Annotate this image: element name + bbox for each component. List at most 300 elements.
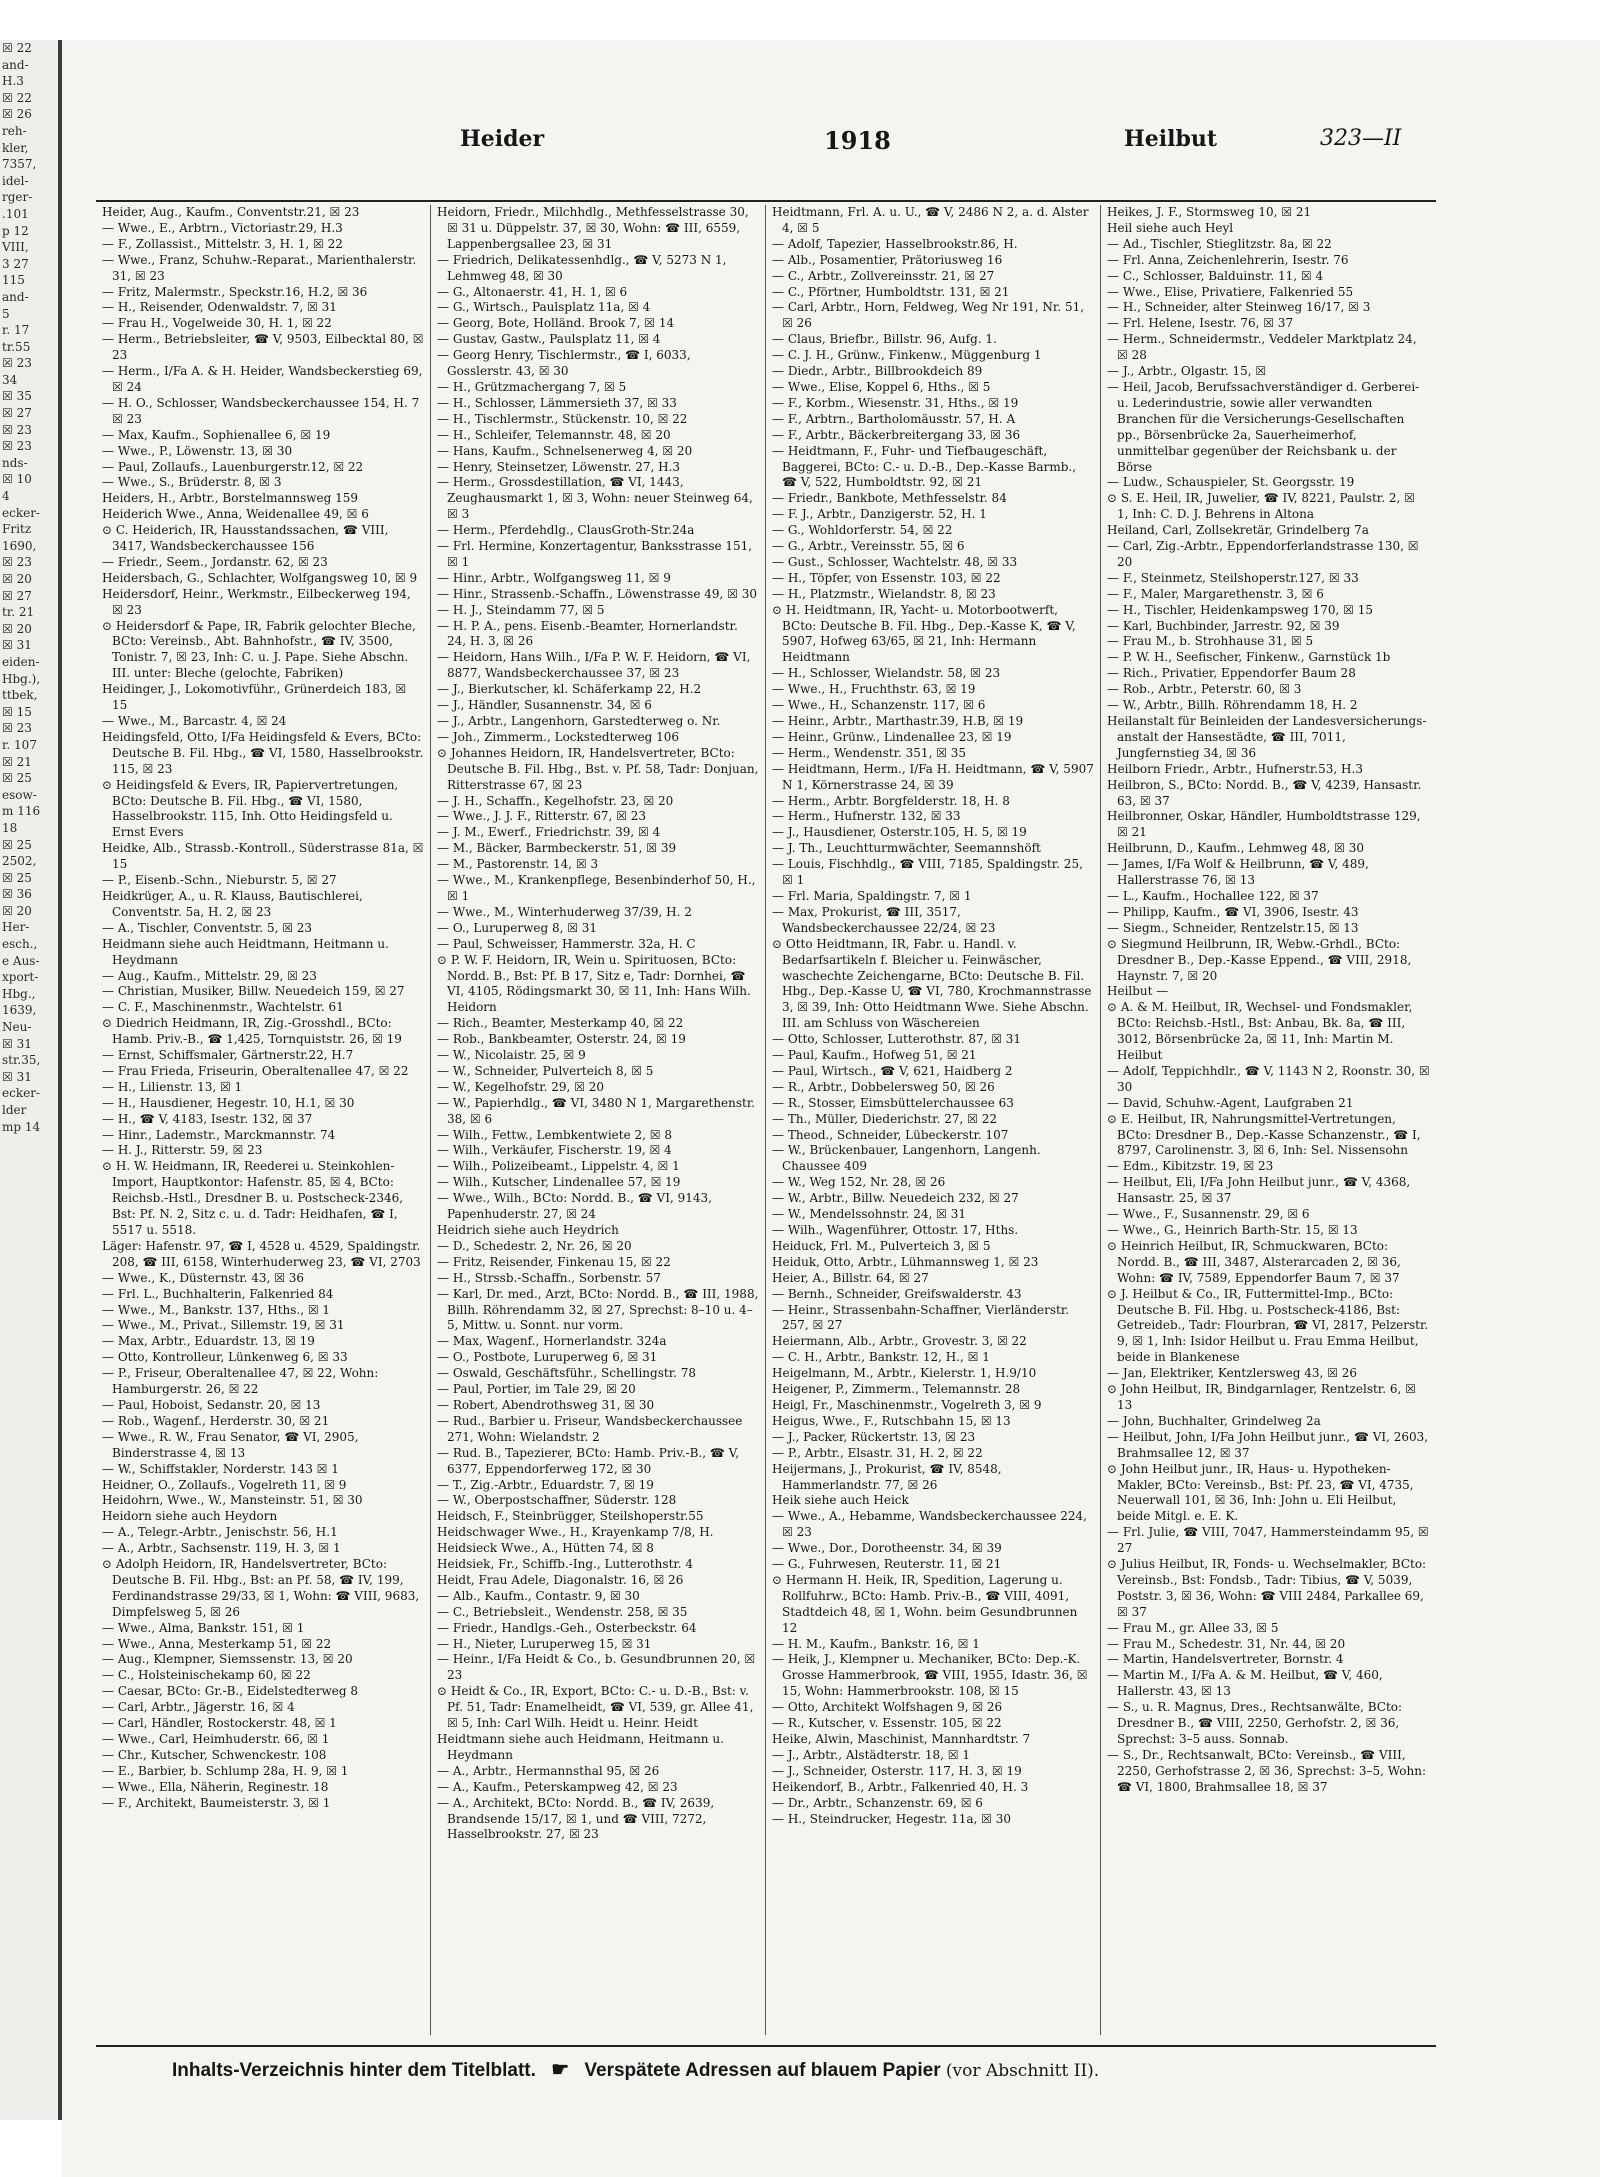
margin-fragment: ☒ 35 <box>2 389 32 404</box>
margin-fragment: ☒ 31 <box>2 1069 32 1084</box>
directory-entry: Heidorn, Friedr., Milchhdlg., Methfesselstrasse 30, ☒ 31 u. Düppelstr. 37, ☒ 30, Wohn: ☎ III, 6559, Lappenbergsallee 23, ☒ 31 <box>437 205 749 251</box>
directory-entry: ⊙ Julius Heilbut, IR, Fonds- u. Wechselmakler, BCto: Vereinsb., Bst: Fondsb., Tadr: Tibius, ☎ V, 5039, Poststr. 3, ☒ 36, Wohn: ☎ VIII 2484, Parkallee 69, ☒ 37 <box>1107 1557 1427 1619</box>
margin-fragment: ☒ 22 <box>2 41 32 55</box>
directory-entry: — Edm., Kibitzstr. 19, ☒ 23 <box>1107 1159 1274 1174</box>
directory-entry: Heidner, O., Zollaufs., Vogelreth 11, ☒ 9 <box>102 1477 347 1492</box>
margin-fragment: 3 27 <box>2 256 29 271</box>
margin-fragment: 115 <box>2 273 25 288</box>
directory-entry: — David, Schuhw.-Agent, Laufgraben 21 <box>1107 1095 1354 1110</box>
directory-entry: — Herm., I/Fa A. & H. Heider, Wandsbeckerstieg 69, ☒ 24 <box>102 364 423 394</box>
directory-entry: Heidt, Frau Adele, Diagonalstr. 16, ☒ 26 <box>437 1572 684 1587</box>
margin-fragment: tr. 21 <box>2 605 35 620</box>
directory-entry: ⊙ Heidersdorf & Pape, IR, Fabrik gelochter Bleche, BCto: Vereinsb., Abt. Bahnhofstr., ☎ IV, 3500, Tonistr. 7, ☒ 23, Inh: C. u. J. Pape. Siehe Abschn. III. unter: Bleche (gelochte, Fabriken) <box>102 618 416 681</box>
directory-entry: — Wwe., J. J. F., Ritterstr. 67, ☒ 23 <box>437 809 647 824</box>
directory-entry: Heidke, Alb., Strassb.-Kontroll., Süderstrasse 81a, ☒ 15 <box>102 841 424 872</box>
directory-entry: — W., Arbtr., Billw. Neuedeich 232, ☒ 27 <box>772 1191 1019 1206</box>
directory-entry: — S., u. R. Magnus, Dres., Rechtsanwälte, BCto: Dresdner B., ☎ VIII, 2250, Gerhofstr. 2, ☒ 36, Sprechst: 3–5 auss. Sonnab. <box>1107 1700 1403 1746</box>
directory-entry: ⊙ Hermann H. Heik, IR, Spedition, Lagerung u. Rollfuhrw., BCto: Hamb. Priv.-B., ☎ VIII, 4091, Stadtdeich 48, ☒ 1, Wohn. beim Gesundbrunnen 12 <box>772 1572 1078 1635</box>
margin-fragment: ☒ 23 <box>2 555 32 570</box>
directory-entry: — Paul, Hoboist, Sedanstr. 20, ☒ 13 <box>102 1397 321 1412</box>
directory-entry: — P., Friseur, Oberaltenallee 47, ☒ 22, Wohn: Hamburgerstr. 26, ☒ 22 <box>102 1366 379 1397</box>
directory-entry: — H. J., Ritterstr. 59, ☒ 23 <box>102 1143 263 1158</box>
directory-entry: — O., Postbote, Luruperweg 6, ☒ 31 <box>437 1350 658 1365</box>
directory-entry: — Paul, Kaufm., Hofweg 51, ☒ 21 <box>772 1048 977 1063</box>
directory-entry: Heilbut — <box>1107 984 1169 999</box>
directory-entry: — H., Nieter, Luruperweg 15, ☒ 31 <box>437 1636 652 1651</box>
directory-entry: Heike, Alwin, Maschinist, Mannhardtstr. 7 <box>772 1732 1031 1746</box>
directory-entry: — Rich., Beamter, Mesterkamp 40, ☒ 22 <box>437 1016 684 1031</box>
directory-entry: — Wwe., M., Barcastr. 4, ☒ 24 <box>102 714 287 728</box>
margin-fragment: ☒ 36 <box>2 887 32 902</box>
directory-entry: — Ernst, Schiffsmaler, Gärtnerstr.22, H.7 <box>102 1048 354 1063</box>
directory-entry: — Frl. Helene, Isestr. 76, ☒ 37 <box>1107 316 1294 331</box>
directory-entry: — Herm., Hufnerstr. 132, ☒ 33 <box>772 809 961 824</box>
directory-entry: — H., Hausdiener, Hegestr. 10, H.1, ☒ 30 <box>102 1095 355 1110</box>
margin-fragment: ☒ 21 <box>2 754 32 769</box>
directory-entry: Heidtmann, Frl. A. u. U., ☎ V, 2486 N 2, a. d. Alster 4, ☒ 5 <box>772 205 1089 235</box>
directory-entry: — A., Architekt, BCto: Nordd. B., ☎ IV, 2639, Brandsende 15/17, ☒ 1, und ☎ VIII, 7272, Hasselbrookstr. 27, ☒ 23 <box>437 1795 715 1842</box>
directory-entry: — A., Tischler, Conventstr. 5, ☒ 23 <box>102 920 313 935</box>
margin-fragment: 1639, <box>2 1003 37 1018</box>
margin-fragment: rger- <box>2 190 33 205</box>
directory-entry: — Heidorn, Hans Wilh., I/Fa P. W. F. Heidorn, ☎ VI, 8877, Wandsbeckerchaussee 37, ☒ 23 <box>437 650 751 681</box>
directory-entry: — O., Luruperweg 8, ☒ 31 <box>437 920 598 935</box>
directory-entry: — F. J., Arbtr., Danzigerstr. 52, H. 1 <box>772 507 987 522</box>
directory-entry: — Max, Prokurist, ☎ III, 3517, Wandsbeckerchaussee 22/24, ☒ 23 <box>772 904 996 935</box>
directory-entry: — Heil, Jacob, Berufssachverständiger d. Gerberei-u. Lederindustrie, sowie aller verwandten Branchen für die Versicherungs-Gesellschaften pp., Börsenbrücke 2a, Sauerheimerhof, unmittelbar gegenüber der Reichsbank u. der Börse <box>1107 379 1420 474</box>
margin-fragment: esch., <box>2 937 38 952</box>
margin-fragment: reh- <box>2 123 27 138</box>
directory-entry: — H., Steindrucker, Hegestr. 11a, ☒ 30 <box>772 1811 1011 1826</box>
margin-fragment: ☒ 31 <box>2 1036 32 1051</box>
directory-entry: — Wwe., F., Susannenstr. 29, ☒ 6 <box>1107 1207 1310 1222</box>
directory-entry: ⊙ H. W. Heidmann, IR, Reederei u. Steinkohlen-Import, Hauptkontor: Hafenstr. 85, ☒ 4, BCto: Reichsb.-Hstl., Dresdner B. u. Postscheck-2346, Bst: Pf. N. 2, Sitz c. u. d. Tadr: Heidhafen, ☎ I, 5517 u. 5518. <box>102 1159 404 1237</box>
directory-entry: — H., Grützmachergang 7, ☒ 5 <box>437 379 627 394</box>
directory-entry: — H., Töpfer, von Essenstr. 103, ☒ 22 <box>772 570 1001 585</box>
directory-entry: — Wwe., M., Bankstr. 137, Hths., ☒ 1 <box>102 1302 331 1317</box>
margin-fragment: and- <box>2 289 29 304</box>
directory-entry: — H., Schleifer, Telemannstr. 48, ☒ 20 <box>437 427 671 442</box>
directory-entry: — F., Steinmetz, Steilshoperstr.127, ☒ 33 <box>1107 570 1359 585</box>
margin-fragment: p 12 <box>2 223 29 238</box>
margin-fragment: 4 <box>2 489 10 504</box>
margin-fragment: ☒ 26 <box>2 107 32 122</box>
directory-entry: — Herm., Grossdestillation, ☎ VI, 1443, Zeughausmarkt 1, ☒ 3, Wohn: neuer Steinweg 64, ☒ 3 <box>437 475 753 522</box>
directory-entry: Heidersbach, G., Schlachter, Wolfgangsweg 10, ☒ 9 <box>102 570 418 585</box>
directory-entry: — Wilh., Verkäufer, Fischerstr. 19, ☒ 4 <box>437 1143 672 1158</box>
directory-entry: — Hinr., Strassenb.-Schaffn., Löwenstrasse 49, ☒ 30 <box>437 586 757 601</box>
directory-entry: — Heinr., Arbtr., Marthastr.39, H.B, ☒ 19 <box>772 714 1024 728</box>
directory-entry: — W., Weg 152, Nr. 28, ☒ 26 <box>772 1175 946 1190</box>
margin-fragment: tr.55 <box>2 339 31 354</box>
directory-entry: Heider, Aug., Kaufm., Conventstr.21, ☒ 23 <box>102 205 360 219</box>
directory-entry: — C., Holsteinischekamp 60, ☒ 22 <box>102 1668 311 1683</box>
directory-entry: — Wwe., Wilh., BCto: Nordd. B., ☎ VI, 9143, Papenhuderstr. 27, ☒ 24 <box>437 1191 712 1222</box>
directory-entry: — A., Telegr.-Arbtr., Jenischstr. 56, H.1 <box>102 1525 338 1540</box>
margin-fragment: ☒ 20 <box>2 903 32 918</box>
directory-entry: — Dr., Arbtr., Schanzenstr. 69, ☒ 6 <box>772 1795 983 1810</box>
directory-entry: Läger: Hafenstr. 97, ☎ I, 4528 u. 4529, Spaldingstr. 208, ☎ III, 6158, Winterhuderweg 23, ☎ VI, 2703 <box>102 1238 421 1269</box>
directory-entry: — H. M., Kaufm., Bankstr. 16, ☒ 1 <box>772 1636 980 1651</box>
directory-entry: ⊙ Heinrich Heilbut, IR, Schmuckwaren, BCto: Nordd. B., ☎ III, 3487, Alsterarcaden 2, ☒ 36, Wohn: ☎ IV, 7589, Eppendorfer Baum 7, ☒ 37 <box>1107 1238 1401 1285</box>
directory-entry: — Wwe., H., Schanzenstr. 117, ☒ 6 <box>772 698 986 713</box>
directory-entry: Heidsch, F., Steinbrügger, Steilshoperstr.55 <box>437 1509 704 1524</box>
margin-fragment: mp 14 <box>2 1119 41 1134</box>
directory-entry: — Frl. Julie, ☎ VIII, 7047, Hammersteindamm 95, ☒ 27 <box>1107 1525 1429 1556</box>
directory-entry: ⊙ Johannes Heidorn, IR, Handelsvertreter, BCto: Deutsche B. Fil. Hbg., Bst. v. Pf. 58, Tadr: Donjuan, Ritterstrasse 67, ☒ 23 <box>437 745 759 792</box>
directory-entry: Heidingsfeld, Otto, I/Fa Heidingsfeld & Evers, BCto: Deutsche B. Fil. Hbg., ☎ VI, 1580, Hasselbrookstr. 115, ☒ 23 <box>102 729 424 776</box>
directory-entry: — Hinr., Arbtr., Wolfgangsweg 11, ☒ 9 <box>437 570 671 585</box>
directory-entry: — Martin M., I/Fa A. & M. Heilbut, ☎ V, 460, Hallerstr. 43, ☒ 13 <box>1107 1668 1383 1699</box>
directory-entry: — Wwe., E., Arbtrn., Victoriastr.29, H.3 <box>102 220 343 235</box>
directory-entry: — Otto, Architekt Wolfshagen 9, ☒ 26 <box>772 1700 1003 1715</box>
directory-entry: Heiders, H., Arbtr., Borstelmannsweg 159 <box>102 491 359 506</box>
margin-fragment: and- <box>2 57 29 72</box>
directory-entry: Heidmann siehe auch Heidtmann, Heitmann u. Heydmann <box>102 936 389 967</box>
previous-page-edge <box>0 40 58 2120</box>
directory-entry: Heidorn siehe auch Heydorn <box>102 1509 278 1524</box>
directory-entry: Heil siehe auch Heyl <box>1107 220 1234 235</box>
margin-fragment: Fritz <box>2 522 32 537</box>
margin-fragment: ☒ 25 <box>2 837 32 852</box>
directory-entry: — W., Schiffstakler, Norderstr. 143 ☒ 1 <box>102 1461 339 1476</box>
directory-entry: ⊙ Heidt & Co., IR, Export, BCto: C.- u. D.-B., Bst: v. Pf. 51, Tadr: Enamelheidt, ☎ VI, 539, gr. Allee 41, ☒ 5, Inh: Carl Wilh. Heidt u. Heinr. Heidt <box>437 1684 754 1731</box>
directory-entry: — Rob., Wagenf., Herderstr. 30, ☒ 21 <box>102 1413 330 1428</box>
directory-entry: — H., Platzmstr., Wielandstr. 8, ☒ 23 <box>772 586 996 601</box>
directory-entry: — Georg, Bote, Holländ. Brook 7, ☒ 14 <box>437 316 675 331</box>
directory-entry: — Philipp, Kaufm., ☎ VI, 3906, Isestr. 43 <box>1107 904 1359 919</box>
directory-entry: — W., Nicolaistr. 25, ☒ 9 <box>437 1048 586 1063</box>
header-last-name: Heilbut <box>1124 126 1218 152</box>
directory-entry: ⊙ H. Heidtmann, IR, Yacht- u. Motorbootwerft, BCto: Deutsche B. Fil. Hbg., Dep.-Kasse K, ☎ V, 5907, Hofweg 63/65, ☒ 21, Inh: Hermann Heidtmann <box>772 602 1076 665</box>
directory-entry: ⊙ Heidingsfeld & Evers, IR, Papiervertretungen, BCto: Deutsche B. Fil. Hbg., ☎ VI, 1580, Hasselbrookstr. 115, Inh. Otto Heidingsfeld u. Ernst Evers <box>102 777 399 840</box>
directory-entry: — Rud. B., Tapezierer, BCto: Hamb. Priv.-B., ☎ V, 6377, Eppendorferweg 172, ☒ 30 <box>437 1445 740 1476</box>
directory-entry: — John, Buchhalter, Grindelweg 2a <box>1107 1413 1321 1428</box>
directory-entry: — Ludw., Schauspieler, St. Georgsstr. 19 <box>1107 475 1355 490</box>
margin-fragment: idel- <box>2 173 29 188</box>
directory-entry: — A., Arbtr., Hermannsthal 95, ☒ 26 <box>437 1763 660 1778</box>
directory-entry: — Carl, Händler, Rostockerstr. 48, ☒ 1 <box>102 1716 337 1731</box>
directory-entry: — Paul, Portier, im Tale 29, ☒ 20 <box>437 1382 636 1397</box>
directory-entry: — Hans, Kaufm., Schnelsenerweg 4, ☒ 20 <box>437 443 693 458</box>
directory-entry: — Georg Henry, Tischlermstr., ☎ I, 6033, Gosslerstr. 43, ☒ 30 <box>437 348 691 379</box>
margin-fragment: nds- <box>2 455 28 470</box>
directory-entry: — Max, Kaufm., Sophienallee 6, ☒ 19 <box>102 427 331 442</box>
directory-entry: — P., Eisenb.-Schn., Nieburstr. 5, ☒ 27 <box>102 873 337 888</box>
directory-entry: — Fritz, Reisender, Finkenau 15, ☒ 22 <box>437 1254 671 1269</box>
directory-entry: — F., Zollassist., Mittelstr. 3, H. 1, ☒ 22 <box>102 236 343 251</box>
directory-entry: — Carl, Zig.-Arbtr., Eppendorferlandstrasse 130, ☒ 20 <box>1107 539 1419 569</box>
directory-entry: — G., Wohldorferstr. 54, ☒ 22 <box>772 523 953 538</box>
header-year: 1918 <box>824 126 891 155</box>
directory-entry: — J. M., Ewerf., Friedrichstr. 39, ☒ 4 <box>437 825 661 840</box>
directory-entry: Heilanstalt für Beinleiden der Landesversicherungs-anstalt der Hansestädte, ☎ III, 7011, Jungfernstieg 34, ☒ 36 <box>1107 714 1427 760</box>
directory-entry: — Herm., Schneidermstr., Veddeler Marktplatz 24, ☒ 28 <box>1107 332 1417 363</box>
directory-entry: Heiduk, Otto, Arbtr., Lühmannsweg 1, ☒ 23 <box>772 1254 1039 1269</box>
directory-entry: — H. P. A., pens. Eisenb.-Beamter, Hornerlandstr. 24, H. 3, ☒ 26 <box>437 618 738 649</box>
directory-entry: Heiderich Wwe., Anna, Weidenallee 49, ☒ 6 <box>102 507 369 522</box>
directory-entry: — Paul, Schweisser, Hammerstr. 32a, H. C <box>437 936 696 951</box>
directory-entry: — Friedr., Handlgs.-Geh., Osterbeckstr. 64 <box>437 1620 697 1635</box>
directory-entry: — Henry, Steinsetzer, Löwenstr. 27, H.3 <box>437 459 681 474</box>
margin-fragment: Her- <box>2 920 30 935</box>
directory-entry: — Wwe., H., Fruchthstr. 63, ☒ 19 <box>772 682 976 697</box>
directory-entry: — H. J., Steindamm 77, ☒ 5 <box>437 602 605 617</box>
margin-fragment: xport- <box>2 970 39 985</box>
pointing-hand-icon: ☛ <box>551 2059 570 2081</box>
directory-entry: Heilborn Friedr., Arbtr., Hufnerstr.53, H.3 <box>1107 761 1363 776</box>
directory-entry: — Wwe., Carl, Heimhuderstr. 66, ☒ 1 <box>102 1732 330 1746</box>
margin-fragment: ☒ 23 <box>2 422 32 437</box>
directory-entry: — Friedr., Seem., Jordanstr. 62, ☒ 23 <box>102 554 328 569</box>
directory-entry: Heidtmann siehe auch Heidmann, Heitmann u. Heydmann <box>437 1732 724 1762</box>
margin-fragment: ecker- <box>2 1086 40 1101</box>
directory-entry: — Wwe., A., Hebamme, Wandsbeckerchaussee 224, ☒ 23 <box>772 1509 1087 1540</box>
margin-fragment: ☒ 25 <box>2 771 32 786</box>
directory-entry: — Max, Arbtr., Eduardstr. 13, ☒ 19 <box>102 1334 315 1349</box>
directory-entry: — S., Dr., Rechtsanwalt, BCto: Vereinsb., ☎ VIII, 2250, Gerhofstrasse 2, ☒ 36, Sprechst: 3–5, Wohn: ☎ VI, 1800, Brahmsallee 18, ☒ 37 <box>1107 1747 1426 1794</box>
directory-entry: — Rob., Bankbeamter, Osterstr. 24, ☒ 19 <box>437 1032 686 1047</box>
directory-entry: — Wwe., Dor., Dorotheenstr. 34, ☒ 39 <box>772 1541 1002 1556</box>
directory-entry: — Frl. L., Buchhalterin, Falkenried 84 <box>102 1286 334 1301</box>
directory-entry: — J., Arbtr., Langenhorn, Garstedterweg o. Nr. <box>437 714 721 728</box>
directory-entry: — Wwe., Ella, Näherin, Reginestr. 18 <box>102 1779 329 1794</box>
directory-entry: — Karl, Buchbinder, Jarrestr. 92, ☒ 39 <box>1107 618 1340 633</box>
margin-fragment: r. 17 <box>2 323 30 338</box>
directory-entry: — A., Kaufm., Peterskampweg 42, ☒ 23 <box>437 1779 678 1794</box>
header-rule <box>96 200 1436 202</box>
directory-entry: ⊙ John Heilbut junr., IR, Haus- u. Hypotheken-Makler, BCto: Vereinsb., Bst: Pf. 23, ☎ VI, 4735, Neuerwall 101, ☒ 36, Inh: John u. Eli Heilbut, beide Mitgl. e. E. K. <box>1107 1461 1414 1524</box>
directory-entry: Heiermann, Alb., Arbtr., Grovestr. 3, ☒ 22 <box>772 1334 1027 1349</box>
directory-entry: — W., Arbtr., Billh. Röhrendamm 18, H. 2 <box>1107 698 1358 713</box>
directory-entry: — C., Schlosser, Balduinstr. 11, ☒ 4 <box>1107 268 1324 283</box>
directory-entry: — Otto, Schlosser, Lutterothstr. 87, ☒ 31 <box>772 1032 1022 1047</box>
directory-entry: — Friedr., Bankbote, Methfesselstr. 84 <box>772 491 1007 506</box>
directory-entry: ⊙ S. E. Heil, IR, Juwelier, ☎ IV, 8221, Paulstr. 2, ☒ 1, Inh: C. D. J. Behrens in Altona <box>1107 491 1415 522</box>
footer-late-addresses-note: Verspätete Adressen auf blauem Papier <box>584 2060 941 2081</box>
directory-entry: — W., Schneider, Pulverteich 8, ☒ 5 <box>437 1063 654 1078</box>
directory-entry: — Wwe., R. W., Frau Senator, ☎ VI, 2905, Binderstrasse 4, ☒ 13 <box>102 1429 359 1460</box>
directory-entry: — Wwe., M., Krankenpflege, Besenbinderhof 50, H., ☒ 1 <box>437 873 756 903</box>
directory-entry: — F., Korbm., Wiesenstr. 31, Hths., ☒ 19 <box>772 395 1019 410</box>
directory-entry: — P. W. H., Seefischer, Finkenw., Garnstück 1b <box>1107 650 1391 665</box>
directory-entry: — D., Schedestr. 2, Nr. 26, ☒ 20 <box>437 1238 632 1253</box>
directory-entry: — Heinr., Strassenbahn-Schaffner, Vierländerstr. 257, ☒ 27 <box>772 1302 1070 1333</box>
directory-entry: — T., Zig.-Arbtr., Eduardstr. 7, ☒ 19 <box>437 1477 654 1492</box>
directory-entry: — Frl. Anna, Zeichenlehrerin, Isestr. 76 <box>1107 252 1349 267</box>
directory-entry: — F., Arbtrn., Bartholomäusstr. 57, H. A <box>772 411 1016 426</box>
margin-fragment: ☒ 27 <box>2 588 32 603</box>
directory-entry: — Gust., Schlosser, Wachtelstr. 48, ☒ 33 <box>772 554 1018 569</box>
directory-entry: — F., Arbtr., Bäckerbreitergang 33, ☒ 36 <box>772 427 1021 442</box>
margin-fragment: 5 <box>2 306 10 321</box>
directory-column-3 <box>766 205 1101 2035</box>
directory-entry: — Jan, Elektriker, Kentzlersweg 43, ☒ 26 <box>1107 1366 1357 1381</box>
directory-entry: — J., Bierkutscher, kl. Schäferkamp 22, H.2 <box>437 682 702 697</box>
directory-entry: — Martin, Handelsvertreter, Bornstr. 4 <box>1107 1652 1344 1667</box>
margin-fragment: ☒ 23 <box>2 356 32 371</box>
directory-entry: — Alb., Kaufm., Contastr. 9, ☒ 30 <box>437 1588 640 1603</box>
directory-entry: — F., Architekt, Baumeisterstr. 3, ☒ 1 <box>102 1795 331 1810</box>
header-first-name: Heider <box>460 126 545 152</box>
directory-entry: — J. H., Schaffn., Kegelhofstr. 23, ☒ 20 <box>437 793 674 808</box>
footer-rule <box>96 2045 1436 2047</box>
running-header <box>100 120 1440 160</box>
directory-entry: — Herm., Wendenstr. 351, ☒ 35 <box>772 745 967 760</box>
directory-entry: — H., Schlosser, Wielandstr. 58, ☒ 23 <box>772 666 1001 681</box>
directory-entry: — J., Arbtr., Olgastr. 15, ☒ <box>1107 364 1267 379</box>
directory-entry: — Frl. Hermine, Konzertagentur, Banksstrasse 151, ☒ 1 <box>437 539 753 569</box>
directory-entry: — E., Barbier, b. Schlump 28a, H. 9, ☒ 1 <box>102 1763 349 1778</box>
directory-entry: Heidkrüger, A., u. R. Klauss, Bautischlerei, Conventstr. 5a, H. 2, ☒ 23 <box>102 888 363 919</box>
directory-entry: — W., Oberpostschaffner, Süderstr. 128 <box>437 1493 677 1508</box>
directory-entry: — Heilbut, John, I/Fa John Heilbut junr., ☎ VI, 2603, Brahmsallee 12, ☒ 37 <box>1107 1429 1429 1460</box>
directory-entry: — J., Hausdiener, Osterstr.105, H. 5, ☒ 19 <box>772 825 1027 840</box>
directory-entry: ⊙ Adolph Heidorn, IR, Handelsvertreter, BCto: Deutsche B. Fil. Hbg., Bst: an Pf. 58, ☎ IV, 199, Ferdinandstrasse 29/33, ☒ 1, Wohn: ☎ VIII, 9683, Dimpfelsweg 5, ☒ 26 <box>102 1557 420 1619</box>
directory-entry: Heiduck, Frl. M., Pulverteich 3, ☒ 5 <box>772 1238 991 1253</box>
directory-entry: ⊙ E. Heilbut, IR, Nahrungsmittel-Vertretungen, BCto: Dresdner B., Dep.-Kasse Schanzenstr., ☎ I, 8797, Carolinenstr. 3, ☒ 6, Inh: Sel. Nissensohn <box>1107 1111 1421 1158</box>
directory-entry: — C., Betriebsleit., Wendenstr. 258, ☒ 35 <box>437 1604 688 1619</box>
directory-entry: — G., Wirtsch., Paulsplatz 11a, ☒ 4 <box>437 300 651 315</box>
margin-fragment: 1690, <box>2 538 37 553</box>
directory-entry: ⊙ John Heilbut, IR, Bindgarnlager, Rentzelstr. 6, ☒ 13 <box>1107 1382 1416 1412</box>
directory-entry: — Frau M., b. Strohhause 31, ☒ 5 <box>1107 634 1314 649</box>
margin-fragment: r. 107 <box>2 737 37 752</box>
directory-entry: — Joh., Zimmerm., Lockstedterweg 106 <box>437 729 679 744</box>
margin-fragment: ☒ 27 <box>2 406 32 421</box>
directory-entry: — R., Kutscher, v. Essenstr. 105, ☒ 22 <box>772 1716 1002 1731</box>
directory-entry: — Chr., Kutscher, Schwenckestr. 108 <box>102 1747 327 1762</box>
directory-entry: — Wwe., Franz, Schuhw.-Reparat., Marienthalerstr. 31, ☒ 23 <box>102 252 417 283</box>
directory-entry: — C., Arbtr., Zollvereinsstr. 21, ☒ 27 <box>772 268 995 283</box>
directory-entry: — M., Bäcker, Barmbeckerstr. 51, ☒ 39 <box>437 841 677 856</box>
directory-entry: — Caesar, BCto: Gr.-B., Eidelstedterweg 8 <box>102 1684 359 1699</box>
directory-entry: — Christian, Musiker, Billw. Neuedeich 159, ☒ 27 <box>102 984 405 999</box>
directory-entry: ⊙ Diedrich Heidmann, IR, Zig.-Grosshdl., BCto: Hamb. Priv.-B., ☎ 1,425, Tornquiststr. 26, ☒ 19 <box>102 1016 402 1047</box>
directory-entry: — C. J. H., Grünw., Finkenw., Müggenburg 1 <box>772 348 1042 363</box>
directory-entry: — Heidtmann, Herm., I/Fa H. Heidtmann, ☎ V, 5907 N 1, Körnerstrasse 24, ☒ 39 <box>772 761 1094 792</box>
directory-entry: Heidersdorf, Heinr., Werkmstr., Eilbeckerweg 194, ☒ 23 <box>102 586 411 617</box>
directory-entry: — Carl, Arbtr., Jägerstr. 16, ☒ 4 <box>102 1700 295 1715</box>
directory-entry: — Frau H., Vogelweide 30, H. 1, ☒ 22 <box>102 316 332 331</box>
margin-fragment: Hbg.), <box>2 671 41 686</box>
directory-entry: — C. H., Arbtr., Bankstr. 12, H., ☒ 1 <box>772 1350 990 1365</box>
directory-entry: — Frl. Maria, Spaldingstr. 7, ☒ 1 <box>772 888 972 903</box>
directory-entry: — Wwe., K., Düsternstr. 43, ☒ 36 <box>102 1270 305 1285</box>
directory-entry: — Adolf, Teppichhdlr., ☎ V, 1143 N 2, Roonstr. 30, ☒ 30 <box>1107 1063 1430 1094</box>
page-number: 323—II <box>1320 126 1402 151</box>
directory-entry: ⊙ P. W. F. Heidorn, IR, Wein u. Spirituosen, BCto: Nordd. B., Bst: Pf. B 17, Sitz e, Tadr: Dornhei, ☎ VI, 4105, Rödingsmarkt 30, ☒ 11, Inh: Hans Wilh. Heidorn <box>437 952 751 1015</box>
directory-entry: ⊙ J. Heilbut & Co., IR, Futtermittel-Imp., BCto: Deutsche B. Fil. Hbg. u. Postscheck-4186, Bst: Getreideb., Tadr: Flourbran, ☎ VI, 2817, Pelzerstr. 9, ☒ 1, Inh: Isidor Heilbut u. Frau Emma Heilbut, beide in Blankenese <box>1107 1286 1429 1365</box>
margin-fragment: .101 <box>2 206 29 221</box>
directory-entry: — Wilh., Wagenführer, Ottostr. 17, Hths. <box>772 1223 1019 1237</box>
margin-fragment: e Aus- <box>2 953 40 968</box>
margin-fragment: 7357, <box>2 157 37 172</box>
directory-entry: — J., Arbtr., Alstädterstr. 18, ☒ 1 <box>772 1747 971 1762</box>
directory-entry: Heidohrn, Wwe., W., Mansteinstr. 51, ☒ 30 <box>102 1493 363 1508</box>
directory-entry: — J., Händler, Susannenstr. 34, ☒ 6 <box>437 698 652 713</box>
directory-entry: — Wilh., Polizeibeamt., Lippelstr. 4, ☒ 1 <box>437 1159 680 1174</box>
margin-fragment: 34 <box>2 372 18 387</box>
directory-entry: — Rob., Arbtr., Peterstr. 60, ☒ 3 <box>1107 682 1302 697</box>
directory-entry: — Herm., Arbtr. Borgfelderstr. 18, H. 8 <box>772 793 1010 808</box>
directory-entry: — James, I/Fa Wolf & Heilbrunn, ☎ V, 489, Hallerstrasse 76, ☒ 13 <box>1107 857 1369 888</box>
margin-fragment: ttbek, <box>2 688 38 703</box>
directory-entry: — J., Schneider, Osterstr. 117, H. 3, ☒ 19 <box>772 1763 1022 1778</box>
directory-entry: — W., Kegelhofstr. 29, ☒ 20 <box>437 1079 605 1094</box>
margin-fragment: 2502, <box>2 854 37 869</box>
directory-entry: — H., Schneider, alter Steinweg 16/17, ☒ 3 <box>1107 300 1371 315</box>
directory-entry: Heiland, Carl, Zollsekretär, Grindelberg 7a <box>1107 523 1369 538</box>
directory-entry: — Heinr., I/Fa Heidt & Co., b. Gesundbrunnen 20, ☒ 23 <box>437 1652 756 1683</box>
footer-index-note: Inhalts-Verzeichnis hinter dem Titelblatt. <box>172 2060 536 2081</box>
directory-entry: — Karl, Dr. med., Arzt, BCto: Nordd. B., ☎ III, 1988, Billh. Röhrendamm 32, ☒ 27, Sprechst: 8–10 u. 4–5, Mittw. u. Sonnt. nur vorm. <box>437 1286 759 1333</box>
directory-entry: — Wwe., Elise, Privatiere, Falkenried 55 <box>1107 284 1354 299</box>
directory-entry: — Carl, Arbtr., Horn, Feldweg, Weg Nr 191, Nr. 51, ☒ 26 <box>772 300 1085 331</box>
margin-fragment: lder <box>2 1103 27 1117</box>
margin-fragment: ☒ 15 <box>2 704 32 719</box>
directory-entry: — Friedrich, Delikatessenhdlg., ☎ V, 5273 N 1, Lehmweg 48, ☒ 30 <box>437 252 727 283</box>
directory-entry: Heilbrunn, D., Kaufm., Lehmweg 48, ☒ 30 <box>1107 841 1365 856</box>
directory-entry: — Wwe., Anna, Mesterkamp 51, ☒ 22 <box>102 1636 332 1651</box>
directory-entry: — H., Lilienstr. 13, ☒ 1 <box>102 1079 243 1094</box>
directory-entry: — Paul, Zollaufs., Lauenburgerstr.12, ☒ 22 <box>102 459 364 474</box>
directory-entry: — Louis, Fischhdlg., ☎ VIII, 7185, Spaldingstr. 25, ☒ 1 <box>772 857 1083 888</box>
margin-fragment: ☒ 31 <box>2 638 32 653</box>
directory-entry: Heik siehe auch Heick <box>772 1493 909 1508</box>
directory-entry: ⊙ Siegmund Heilbrunn, IR, Webw.-Grhdl., BCto: Dresdner B., Dep.-Kasse Eppend., ☎ VIII, 2918, Haynstr. 7, ☒ 20 <box>1107 936 1412 983</box>
directory-entry: — W., Papierhdlg., ☎ VI, 3480 N 1, Margarethenstr. 38, ☒ 6 <box>437 1095 756 1126</box>
directory-entry: Heigelmann, M., Arbtr., Kielerstr. 1, H.9/10 <box>772 1366 1037 1381</box>
directory-entry: — Diedr., Arbtr., Billbrookdeich 89 <box>772 364 983 379</box>
margin-fragment: 18 <box>2 820 18 835</box>
directory-entry: — C. F., Maschinenmstr., Wachtelstr. 61 <box>102 1000 344 1015</box>
directory-entry: — Wwe., Elise, Koppel 6, Hths., ☒ 5 <box>772 379 991 394</box>
directory-entry: — M., Pastorenstr. 14, ☒ 3 <box>437 857 599 872</box>
directory-columns <box>96 205 1436 2035</box>
margin-fragment: str.35, <box>2 1053 41 1068</box>
directory-entry: — Herm., Pferdehdlg., ClausGroth-Str.24a <box>437 523 695 538</box>
directory-entry: Heigl, Fr., Maschinenmstr., Vogelreth 3, ☒ 9 <box>772 1397 1042 1412</box>
margin-fragment: ☒ 23 <box>2 721 32 736</box>
directory-entry: — Siegm., Schneider, Rentzelstr.15, ☒ 13 <box>1107 920 1359 935</box>
directory-entry: Heidinger, J., Lokomotivführ., Grünerdeich 183, ☒ 15 <box>102 682 407 713</box>
directory-entry: Heidsieck Wwe., A., Hütten 74, ☒ 8 <box>437 1541 654 1556</box>
directory-entry: — Robert, Abendrothsweg 31, ☒ 30 <box>437 1397 655 1412</box>
directory-entry: — A., Arbtr., Sachsenstr. 119, H. 3, ☒ 1 <box>102 1541 341 1556</box>
directory-entry: — Wwe., M., Privat., Sillemstr. 19, ☒ 31 <box>102 1318 345 1333</box>
directory-entry: — Wwe., Alma, Bankstr. 151, ☒ 1 <box>102 1620 305 1635</box>
directory-entry: ⊙ Otto Heidtmann, IR, Fabr. u. Handl. v. Bedarfsartikeln f. Bleicher u. Feinwäscher, waschechte Zeichengarne, BCto: Deutsche B. Fil. Hbg., Dep.-Kasse U, ☎ VI, 780, Krochmannstrasse 3, ☒ 39, Inh: Otto Heidtmann Wwe. Siehe Abschn. III. am Schluss von Wäschereien <box>772 936 1092 1031</box>
margin-fragment: VIII, <box>2 240 29 255</box>
directory-entry: — F., Maler, Margarethenstr. 3, ☒ 6 <box>1107 586 1324 601</box>
margin-fragment: eiden- <box>2 654 40 669</box>
directory-entry: — Wilh., Kutscher, Lindenallee 57, ☒ 19 <box>437 1175 681 1190</box>
scan-top-edge <box>0 0 1600 40</box>
margin-fragment: Hbg., <box>2 986 36 1001</box>
footer-notice <box>172 2057 1372 2087</box>
directory-entry: — Claus, Briefbr., Billstr. 96, Aufg. 1. <box>772 332 997 347</box>
directory-entry: — Heidtmann, F., Fuhr- und Tiefbaugeschäft, Baggerei, BCto: C.- u. D.-B., Dep.-Kasse Barmb., ☎ V, 522, Humboldtstr. 92, ☒ 21 <box>772 443 1077 490</box>
directory-entry: — Fritz, Malermstr., Speckstr.16, H.2, ☒ 36 <box>102 284 368 299</box>
margin-fragment: m 116 <box>2 804 41 819</box>
directory-entry: Heidsiek, Fr., Schiffb.-Ing., Lutterothstr. 4 <box>437 1557 694 1572</box>
directory-entry: — J. Th., Leuchtturmwächter, Seemannshöft <box>772 841 1041 856</box>
directory-column-1 <box>96 205 431 2035</box>
directory-entry: — Frau M., Schedestr. 31, Nr. 44, ☒ 20 <box>1107 1636 1346 1651</box>
directory-entry: — P., Arbtr., Elsastr. 31, H. 2, ☒ 22 <box>772 1445 983 1460</box>
directory-entry: — H., Tischlermstr., Stückenstr. 10, ☒ 22 <box>437 411 688 426</box>
